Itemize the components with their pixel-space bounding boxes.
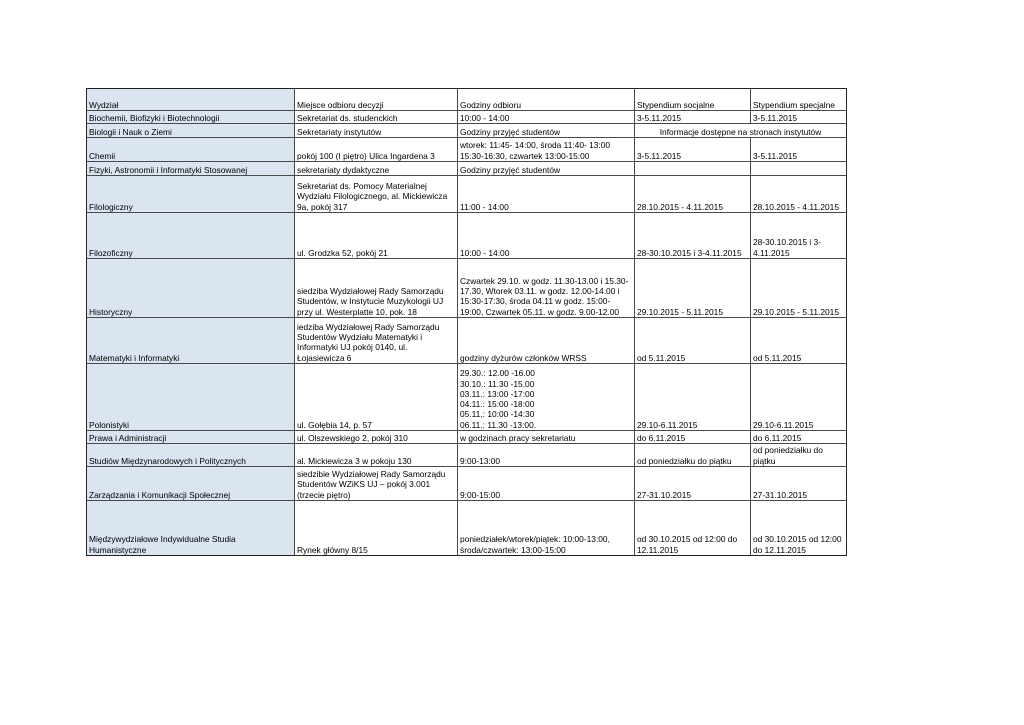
faculty-cell: Filozoficzny [87,213,295,259]
table-row [87,124,847,138]
place-cell: ul. Grodzka 52, pokój 21 [295,213,458,259]
hours-cell: 9:00-13:00 [458,444,635,467]
header-special: Stypendium specjalne [751,89,847,111]
social-cell: 3-5.11.2015 [635,138,751,162]
social-cell: 27-31.10.2015 [635,467,751,501]
hours-cell: 10:00 - 14:00 [458,213,635,259]
table-row [87,259,847,318]
place-cell: Sekretariaty instytutów [295,124,458,138]
faculty-cell: Studiów Międzynarodowych i Politycznych [87,444,295,467]
header-row [87,89,847,111]
social-cell: 28.10.2015 - 4.11.2015 [635,176,751,213]
hours-cell: Godziny przyjęć studentów [458,124,635,138]
hours-cell: poniedziałek/wtorek/piątek: 10:00-13:00, środa/czwartek: 13:00-15:00 [458,501,635,556]
place-cell: al. Mickiewicza 3 w pokoju 130 [295,444,458,467]
table-row [87,431,847,444]
place-cell: Rynek główny 8/15 [295,501,458,556]
place-cell: sekretariaty dydaktyczne [295,162,458,176]
social-cell: 28-30.10.2015 i 3-4.11.2015 [635,213,751,259]
header-social: Stypendium socjalne [635,89,751,111]
special-cell: 3-5.11.2015 [751,111,847,124]
faculty-cell: Polonistyki [87,364,295,431]
place-cell: siedzibie Wydziałowej Rady Samorządu Studentów WZiKS UJ – pokój 3.001 (trzecie piętro) [295,467,458,501]
faculty-cell: Fizyki, Astronomii i Informatyki Stosowanej [87,162,295,176]
special-cell: od 30.10.2015 od 12:00 do 12.11.2015 [751,501,847,556]
place-cell: siedziba Wydziałowej Rady Samorządu Studentów, w Instytucie Muzykologii UJ przy ul. Westerplatte 10, pok. 18 [295,259,458,318]
scholarship-schedule-table [86,88,847,556]
table-row [87,501,847,556]
table-row [87,176,847,213]
table-row [87,162,847,176]
hours-cell: wtorek: 11:45- 14:00, środa 11:40- 13:00 15:30-16:30, czwartek 13:00-15:00 [458,138,635,162]
place-cell: Sekretariat ds. studenckich [295,111,458,124]
hours-cell: godziny dyżurów członków WRSS [458,318,635,364]
table-row [87,364,847,431]
special-cell: 28.10.2015 - 4.11.2015 [751,176,847,213]
table-row [87,444,847,467]
table-row [87,318,847,364]
hours-cell: 11:00 - 14:00 [458,176,635,213]
special-cell: do 6.11.2015 [751,431,847,444]
hours-cell: Czwartek 29.10. w godz. 11.30-13.00 i 15.30-17.30, Wtorek 03.11. w godz. 12.00-14.00 i 15:30-17:30, środa 04.11 w godz. 15:00-19:00, Czwartek 05.11. w godz. 9.00-12.00 [458,259,635,318]
social-cell: 29.10-6.11.2015 [635,364,751,431]
special-cell: 28-30.10.2015 i 3-4.11.2015 [751,213,847,259]
place-cell: ul. Gołębia 14, p. 57 [295,364,458,431]
faculty-cell: Chemii [87,138,295,162]
hours-cell: 10:00 - 14:00 [458,111,635,124]
table-row [87,467,847,501]
faculty-cell: Historyczny [87,259,295,318]
faculty-cell: Prawa i Administracji [87,431,295,444]
special-cell: 29.10-6.11.2015 [751,364,847,431]
faculty-cell: Biochemii, Biofizyki i Biotechnologii [87,111,295,124]
faculty-cell: Filologiczny [87,176,295,213]
faculty-cell: Biologii i Nauk o Ziemi [87,124,295,138]
special-cell: 27-31.10.2015 [751,467,847,501]
place-cell: ul. Olszewskiego 2, pokój 310 [295,431,458,444]
table-row [87,213,847,259]
social-cell: 29.10.2015 - 5.11.2015 [635,259,751,318]
header-place: Miejsce odbioru decyzji [295,89,458,111]
special-cell: 3-5.11.2015 [751,138,847,162]
special-cell [751,162,847,176]
hours-cell: Godziny przyjęć studentów [458,162,635,176]
header-hours: Godziny odbioru [458,89,635,111]
header-faculty: Wydział [87,89,295,111]
social-cell [635,162,751,176]
place-cell: iedziba Wydziałowej Rady Samorządu Studentów Wydziału Matematyki i Informatyki UJ pokój 0140, ul. Łojasiewicza 6 [295,318,458,364]
hours-cell: 9:00-15:00 [458,467,635,501]
social-cell: 3-5.11.2015 [635,111,751,124]
place-cell: pokój 100 (I piętro) Ulica Ingardena 3 [295,138,458,162]
hours-cell: 29.30.: 12.00 -16.00 30.10.: 11.30 -15.00 03.11.: 13:00 -17:00 04.11.: 15:00 -18:00 05.11.: 10:00 -14:30 06.11.: 11.30 -13:00. [458,364,635,431]
faculty-cell: Matematyki i Informatyki [87,318,295,364]
social-cell: od 5.11.2015 [635,318,751,364]
social-cell: od poniedziałku do piątku [635,444,751,467]
special-cell: 29.10.2015 - 5.11.2015 [751,259,847,318]
hours-cell: w godzinach pracy sekretariatu [458,431,635,444]
social-cell: od 30.10.2015 od 12:00 do 12.11.2015 [635,501,751,556]
place-cell: Sekretariat ds. Pomocy Materialnej Wydziału Filologicznego, al. Mickiewicza 9a, pokój 317 [295,176,458,213]
faculty-cell: Zarządzania i Komunikacji Społecznej [87,467,295,501]
special-cell: od 5.11.2015 [751,318,847,364]
faculty-cell: Międzywydziałowe Indywidualne Studia Humanistyczne [87,501,295,556]
social-cell: do 6.11.2015 [635,431,751,444]
merged-info-cell: Informacje dostępne na stronach instytutów [635,124,847,138]
special-cell: od poniedziałku do piątku [751,444,847,467]
table-row [87,138,847,162]
table-row [87,111,847,124]
